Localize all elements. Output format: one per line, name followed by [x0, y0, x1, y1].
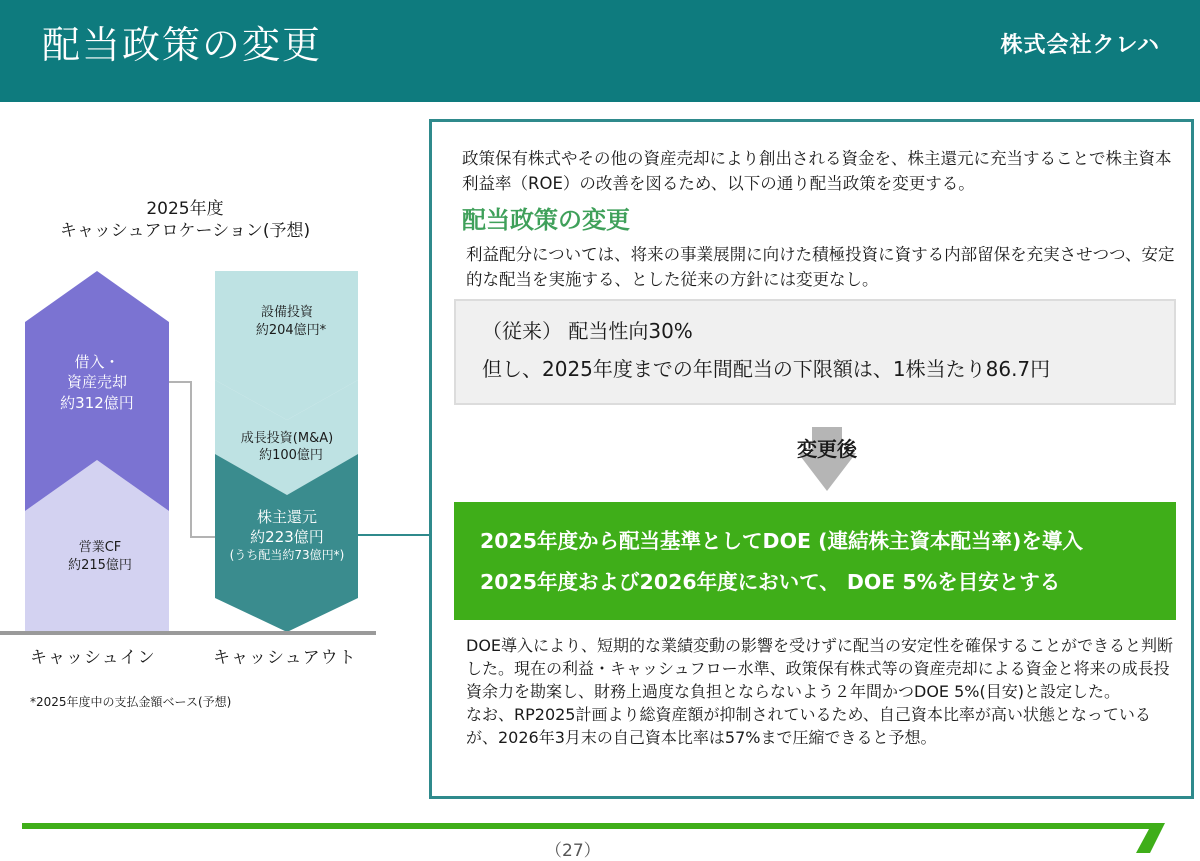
cash-out-label: キャッシュアウト	[213, 648, 357, 668]
explanation-paragraph-2: なお、RP2025計画より総資産額が抑制されているため、自己資本比率が高い状態となっているが、2026年3月末の自己資本比率は57%まで圧縮できると予想。	[466, 705, 1151, 747]
cash-out-capex-value: 約204億円*	[255, 323, 327, 338]
previous-policy-box	[454, 299, 1176, 405]
chart-title: キャッシュアロケーション(予想)	[59, 221, 311, 241]
connector-line	[169, 382, 215, 537]
arrow-label: 変更後	[797, 437, 857, 461]
chart-footnote: *2025年度中の支払金額ベース(予想)	[30, 695, 232, 709]
policy-box	[429, 119, 1194, 799]
cash-out-return-note: (うち配当約73億円*)	[229, 548, 345, 562]
cash-out-capex-label: 設備投資	[260, 305, 314, 320]
cash-in-operating-cf-label: 営業CF	[78, 540, 122, 555]
section-heading: 配当政策の変更	[462, 206, 630, 234]
cash-in-borrowing-label: 借入・	[74, 353, 120, 371]
new-policy-box	[454, 502, 1176, 620]
cash-out-growth-label: 成長投資(M&A)	[240, 431, 334, 446]
previous-policy-ratio: （従来） 配当性向30%	[482, 319, 693, 343]
policy-connector	[358, 528, 432, 542]
cash-in-label: キャッシュイン	[30, 648, 156, 668]
cash-out-return-label: 株主還元	[256, 508, 318, 526]
header-bar	[0, 0, 1200, 102]
cash-out-return-value: 約223億円	[250, 528, 324, 546]
cash-out-growth-value: 約100億円	[259, 448, 323, 463]
page-number: （27）	[545, 841, 601, 861]
cash-in-borrowing-value: 約312億円	[60, 394, 134, 412]
cash-in-operating-cf-value: 約215億円	[68, 558, 132, 573]
new-policy-doe: 2025年度から配当基準としてDOE (連結株主資本配当率)を導入	[480, 529, 1083, 553]
cash-in-borrowing-label-2: 資産売却	[66, 373, 128, 391]
intro-text: 政策保有株式やその他の資産売却により創出される資金を、株主還元に充当することで株主資本利益率（ROE）の改善を図るため、以下の通り配当政策を変更する。	[462, 149, 1172, 193]
previous-policy-minimum: 但し、2025年度までの年間配当の下限額は、1株当たり86.7円	[482, 357, 1051, 381]
section-body: 利益配分については、将来の事業展開に向けた積極投資に資する内部留保を充実させつつ、安定的な配当を実施する、とした従来の方針には変更なし。	[466, 245, 1175, 289]
company-logo: 株式会社クレハ	[1000, 33, 1160, 58]
explanation-paragraph-1: DOE導入により、短期的な業績変動の影響を受けずに配当の安定性を確保することができると判断した。現在の利益・キャッシュフロー水準、政策保有株式等の資産売却による資金と将来の成長投資余力を勘案し、財務上過度な負担とならないよう２年間かつDOE 5%(目安)と設定した。	[466, 636, 1174, 701]
change-arrow	[772, 427, 882, 491]
cash-allocation-chart	[0, 260, 430, 650]
new-policy-target: 2025年度および2026年度において、 DOE 5%を目安とする	[480, 570, 1061, 594]
chart-title-year: 2025年度	[146, 199, 224, 219]
page-title: 配当政策の変更	[42, 23, 323, 67]
explanation-text	[466, 634, 1181, 749]
